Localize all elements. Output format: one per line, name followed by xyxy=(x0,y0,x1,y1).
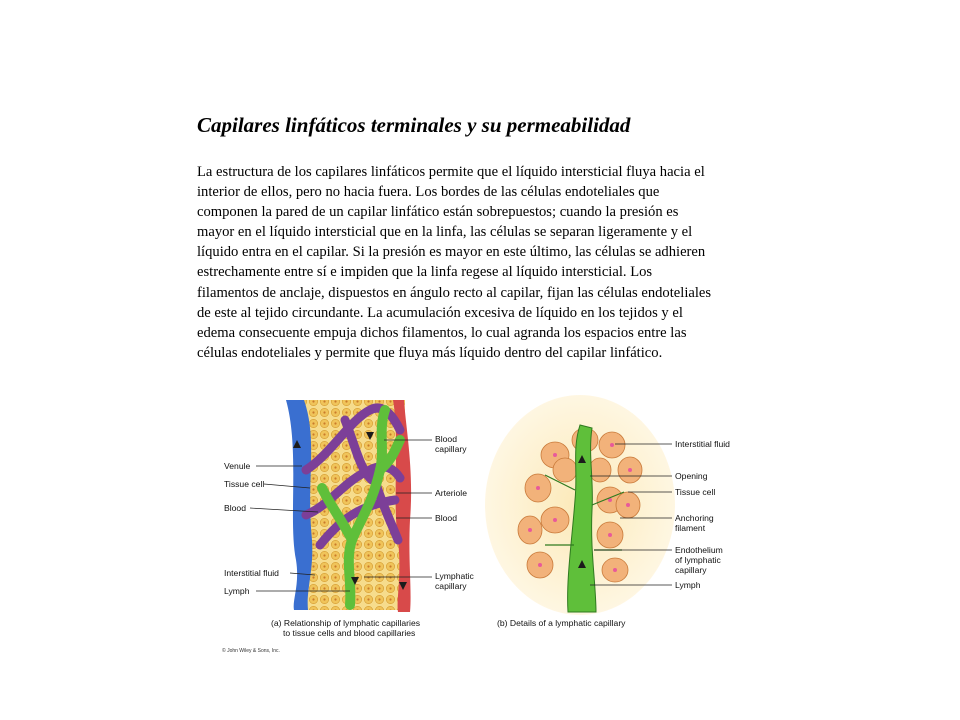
paragraph-line: filamentos de anclaje, dispuestos en ángulo recto al capilar, fijan las células endoteliales xyxy=(197,284,712,301)
b-label-anchoring-filament: Anchoring xyxy=(675,513,714,523)
caption-b: (b) Details of a lymphatic capillary xyxy=(497,618,626,628)
label-blood-right: Blood xyxy=(435,513,457,523)
label-tissue-cell: Tissue cell xyxy=(224,479,265,489)
b-label-lymph: Lymph xyxy=(675,580,701,590)
paragraph-line: estrechamente entre sí e impiden que la linfa regese al líquido intersticial. Los xyxy=(197,264,653,281)
b-label-endothelium-2: of lymphatic xyxy=(675,555,721,565)
venule xyxy=(286,400,312,610)
b-label-endothelium-3: capillary xyxy=(675,565,707,575)
paragraph-line: células endoteliales y permite que fluya más líquido dentro del capilar linfático. xyxy=(197,344,663,361)
label-lymphatic-capillary: Lymphatic xyxy=(435,571,474,581)
label-blood: Blood xyxy=(224,503,246,513)
paragraph-line: componen la pared de un capilar linfático están sobrepuestos; cuando la presión es xyxy=(197,204,679,221)
page-title: Capilares linfáticos terminales y su permeabilidad xyxy=(197,113,631,137)
b-label-tissue-cell: Tissue cell xyxy=(675,487,716,497)
caption-a-line1: (a) Relationship of lymphatic capillaries xyxy=(271,618,421,628)
figure-b-illustration xyxy=(485,395,675,615)
label-lymph: Lymph xyxy=(224,586,250,596)
paragraph-line: La estructura de los capilares linfáticos permite que el líquido intersticial fluya hacia el xyxy=(197,164,705,180)
label-lymphatic-capillary-2: capillary xyxy=(435,581,467,591)
figure-a-illustration xyxy=(286,400,411,612)
b-label-opening: Opening xyxy=(675,471,708,481)
label-venule: Venule xyxy=(224,461,251,471)
paragraph-line: edema consecuente empuja dichos filamentos, lo cual agranda los espacios entre las xyxy=(197,324,687,341)
label-interstitial-fluid: Interstitial fluid xyxy=(224,568,279,578)
label-blood-capillary-2: capillary xyxy=(435,444,467,454)
paragraph-line: mayor en el líquido intersticial que en la linfa, las células se separan ligeramente y el xyxy=(197,224,693,241)
paragraph-line: de este al tejido circundante. La acumulación excesiva de líquido en los tejidos y el xyxy=(197,304,683,321)
label-blood-capillary: Blood xyxy=(435,434,457,444)
copyright: © John Wiley & Sons, Inc. xyxy=(222,648,280,654)
b-label-anchoring-filament-2: filament xyxy=(675,523,706,533)
paragraph-line: líquido entra en el capilar. Si la presión es mayor en este último, las células se adhieren xyxy=(197,244,706,261)
b-label-endothelium: Endothelium xyxy=(675,545,723,555)
label-arteriole: Arteriole xyxy=(435,488,467,498)
b-label-interstitial-fluid: Interstitial fluid xyxy=(675,439,730,449)
paragraph-line: interior de ellos, pero no hacia fuera. Los bordes de las células endoteliales que xyxy=(197,184,660,201)
caption-a-line2: to tissue cells and blood capillaries xyxy=(283,628,416,638)
